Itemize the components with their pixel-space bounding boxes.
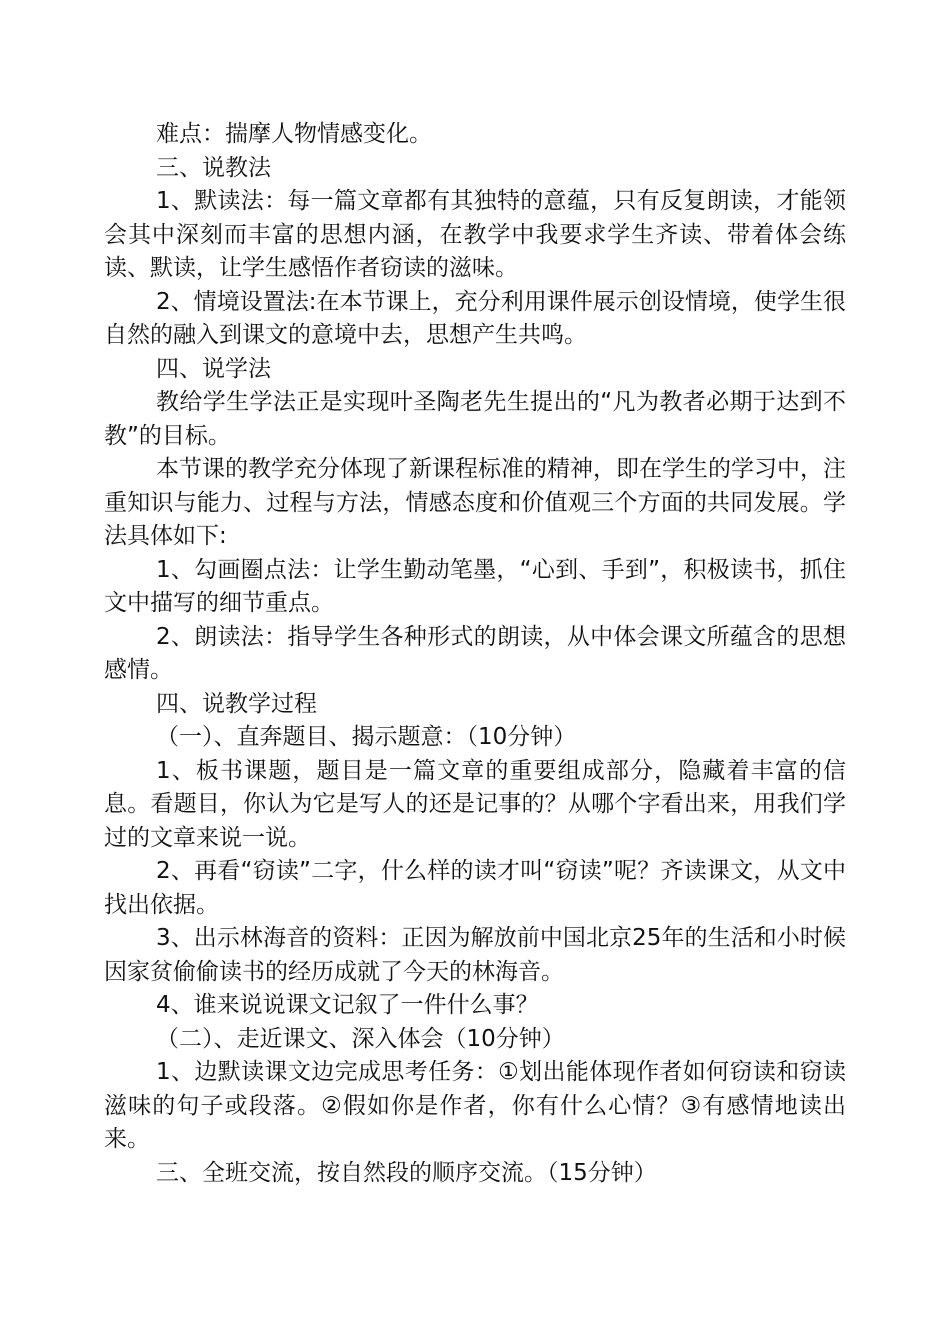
paragraph-silent-reading-method: 1、默读法：每一篇文章都有其独特的意蕴，只有反复朗读，才能领会其中深刻而丰富的思想内涵，在教学中我要求学生齐读、带着体会练读、默读，让学生感悟作者窃读的滋味。 xyxy=(104,188,846,281)
subheading-step-two: （二）、走近课文、深入体会（10分钟） xyxy=(156,1025,565,1052)
heading-teaching-method: 三、说教法 xyxy=(156,154,271,181)
paragraph-reading-aloud-method: 2、朗读法：指导学生各种形式的朗读，从中体会课文所蕴含的思想感情。 xyxy=(104,623,846,683)
paragraph-step-one-item-1: 1、板书课题，题目是一篇文章的重要组成部分，隐藏着丰富的信息。看题目，你认为它是写人的还是记事的？从哪个字看出来，用我们学过的文章来说一说。 xyxy=(104,757,846,851)
paragraph-step-one-item-4: 4、谁来说说课文记叙了一件什么事？ xyxy=(156,992,539,1018)
heading-learning-method: 四、说学法 xyxy=(156,355,271,382)
paragraph-difficulty: 难点：揣摩人物情感变化。 xyxy=(156,121,432,147)
subheading-step-one: （一）、直奔题目、揭示题意：（10分钟） xyxy=(156,724,577,750)
paragraph-curriculum-spirit: 本节课的教学充分体现了新课程标准的精神，即在学生的学习中，注重知识与能力、过程与方法，情感态度和价值观三个方面的共同发展。学法具体如下: xyxy=(104,456,846,549)
paragraph-class-exchange: 三、全班交流，按自然段的顺序交流。（15分钟） xyxy=(156,1159,657,1186)
paragraph-marking-method: 1、勾画圈点法：让学生勤动笔墨，“心到、手到”，积极读书，抓住文中描写的细节重点。 xyxy=(104,556,846,616)
paragraph-step-one-item-3: 3、出示林海音的资料：正因为解放前中国北京25年的生活和小时候因家贫偷偷读书的经历成就了今天的林海音。 xyxy=(104,925,846,985)
paragraph-step-one-item-2: 2、再看“窃读”二字，什么样的读才叫“窃读”呢？齐读课文，从文中找出依据。 xyxy=(104,858,846,918)
heading-teaching-process: 四、说教学过程 xyxy=(156,690,317,717)
paragraph-step-two-item-1: 1、边默读课文边完成思考任务：①划出能体现作者如何窃读和窃读滋味的句子或段落。②假如你是作者，你有什么心情？③有感情地读出来。 xyxy=(104,1059,846,1152)
paragraph-situation-method: 2、情境设置法:在本节课上，充分利用课件展示创设情境，使学生很自然的融入到课文的意境中去，思想产生共鸣。 xyxy=(104,288,846,348)
paragraph-learning-goal: 教给学生学法正是实现叶圣陶老先生提出的“凡为教者必期于达到不教”的目标。 xyxy=(104,389,846,449)
document-body xyxy=(104,118,846,1190)
